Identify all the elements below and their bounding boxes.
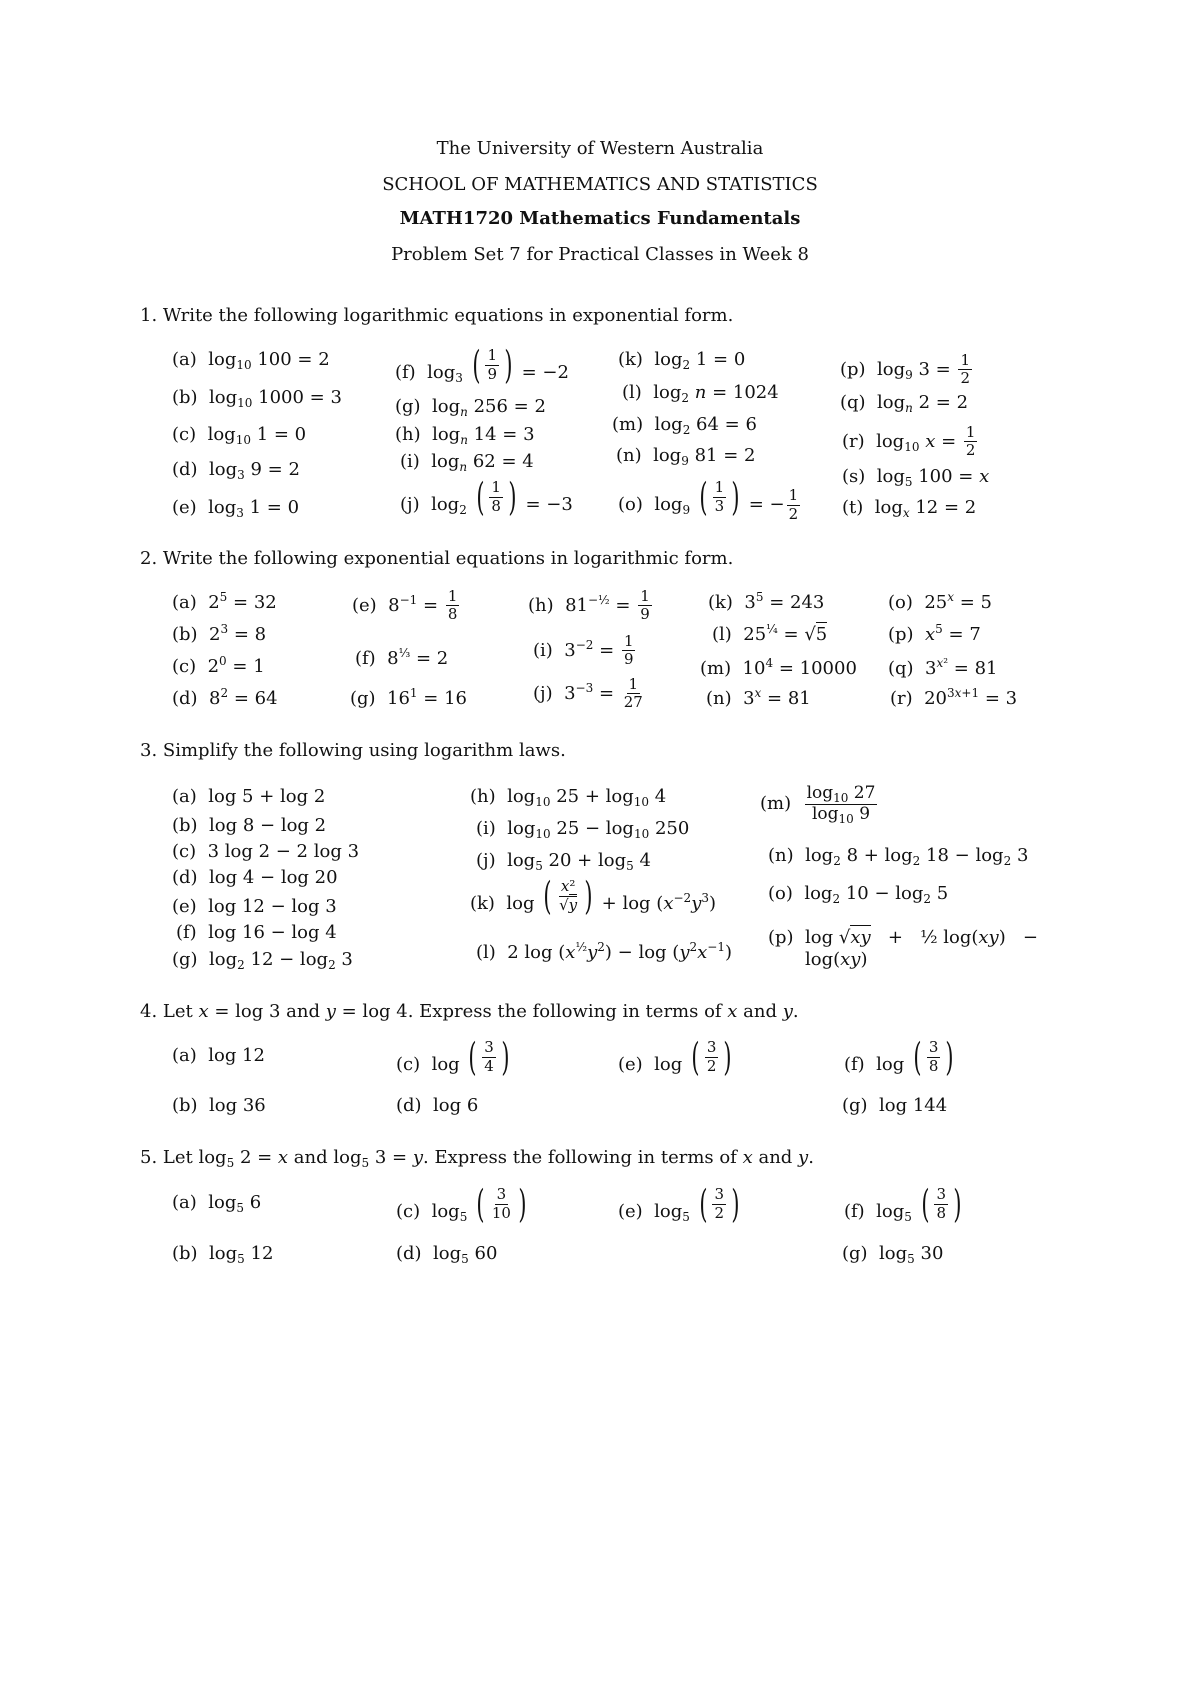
q2-item-m: (m) $10^4 = 10000$ <box>700 656 857 679</box>
q3-item-m: (m) $\frac{\log_{10} 27}{\log_{10} 9}$ <box>760 783 876 826</box>
question-2-prompt: 2. Write the following exponential equations in logarithmic form. <box>140 548 734 569</box>
q1-item-e: (e) $\log_3 1 = 0$ <box>172 497 300 520</box>
q3-item-a: (a) log 5 + log 2 <box>172 786 326 807</box>
q3-item-c: (c) 3 log 2 − 2 log 3 <box>172 841 360 862</box>
q4-item-e: (e) log ( $\frac{3}{2}$ ) <box>618 1035 732 1079</box>
university-name: The University of Western Australia <box>436 138 764 159</box>
q2-item-c: (c) $2^0 = 1$ <box>172 654 265 677</box>
q4-item-g: (g) log 144 <box>842 1095 948 1116</box>
q1-item-a: (a) $\log_{10} 100 = 2$ <box>172 349 330 372</box>
problem-set-subtitle: Problem Set 7 for Practical Classes in Week 8 <box>391 244 809 265</box>
q2-item-b: (b) $2^3 = 8$ <box>172 622 267 645</box>
q2-item-q: (q) $3^{x^2} = 81$ <box>888 656 998 679</box>
q3-item-k: (k) log ( $\frac{\text{x²}}{√y}$ ) + $\log (x^{-2}y^3)$ <box>470 874 717 918</box>
q4-item-b: (b) log 36 <box>172 1095 266 1116</box>
q3-item-d: (d) log 4 − log 20 <box>172 867 338 888</box>
q3-item-i: (i) $\log_{10} 25 - \log_{10} 250$ <box>476 818 690 841</box>
q4-item-d: (d) log 6 <box>396 1095 479 1116</box>
q1-item-t: (t) $\log_x 12 = 2$ <box>842 497 977 520</box>
q1-item-o: (o) $\log_9$ ( $\frac{1}{3}$ ) = − $\frac{1}{2}$ <box>618 475 799 523</box>
q1-item-f: (f) $\log_3$ ( $\frac{1}{9}$ ) = −2 <box>395 343 569 387</box>
q3-item-n: (n) $\log_2 8 + \log_2 18 - \log_2 3$ <box>768 845 1029 868</box>
q1-item-n: (n) $\log_9 81 = 2$ <box>616 445 756 468</box>
q3-item-b: (b) log 8 − log 2 <box>172 815 327 836</box>
q1-item-g: (g) $\log_n 256 = 2$ <box>395 396 546 419</box>
q3-item-p: (p) log √xy + ½ log(xy) − <box>768 927 1038 948</box>
question-1-prompt: 1. Write the following logarithmic equations in exponential form. <box>140 305 734 326</box>
q3-item-j: (j) $\log_5 20 + \log_5 4$ <box>476 850 651 873</box>
q2-item-d: (d) $8^2 = 64$ <box>172 686 278 709</box>
q3-item-e: (e) log 12 − log 3 <box>172 896 337 917</box>
q5-item-e: (e) $\log_5$ ( $\frac{3}{2}$ ) <box>618 1182 740 1226</box>
question-3-prompt: 3. Simplify the following using logarithm laws. <box>140 740 566 761</box>
q1-item-s: (s) $\log_5 100 = x$ <box>842 466 990 489</box>
question-5-prompt: 5. Let $\log_5 2 = x$ and $\log_5 3 = y$. Express the following in terms of x and y. <box>140 1147 814 1170</box>
q3-item-f: (f) log 16 − log 4 <box>176 922 337 943</box>
q1-item-l: (l) $\log_2 n = 1024$ <box>622 382 779 405</box>
q1-item-j: (j) $\log_2$ ( $\frac{1}{8}$ ) = −3 <box>400 475 573 519</box>
school-name: SCHOOL OF MATHEMATICS AND STATISTICS <box>382 174 818 195</box>
q2-item-g: (g) $16^1 = 16$ <box>350 686 467 709</box>
q1-item-r: (r) $\log_{10} x$ = $\frac{1}{2}$ <box>842 423 976 460</box>
q5-item-a: (a) $\log_5 6$ <box>172 1192 262 1215</box>
q3-item-h: (h) $\log_{10} 25 + \log_{10} 4$ <box>470 786 667 809</box>
q2-item-j: (j) $3^{-3}$ = $\frac{1}{27}$ <box>533 675 643 712</box>
q2-item-l: (l) $25^{\frac{1}{4}} = √5$ <box>712 622 828 645</box>
q3-item-l: (l) 2 $\log (x^{\frac{1}{2}}y^2) - \log (y^2x^{-1})$ <box>476 940 733 963</box>
q5-item-g: (g) $\log_5 30$ <box>842 1243 944 1266</box>
q3-item-p-cont: log(xy) <box>805 949 868 970</box>
q1-item-c: (c) $\log_{10} 1 = 0$ <box>172 424 307 447</box>
q2-item-i: (i) $3^{-2}$ = $\frac{1}{9}$ <box>533 632 634 669</box>
q5-item-c: (c) $\log_5$ ( $\frac{3}{10}$ ) <box>396 1182 527 1226</box>
q2-item-a: (a) $2^5 = 32$ <box>172 590 277 613</box>
course-title: MATH1720 Mathematics Fundamentals <box>399 208 801 229</box>
q2-item-e: (e) $8^{-1}$ = $\frac{1}{8}$ <box>352 587 458 624</box>
q1-item-q: (q) $\log_n 2 = 2$ <box>840 392 969 415</box>
q5-item-b: (b) $\log_5 12$ <box>172 1243 274 1266</box>
q2-item-k: (k) $3^5 = 243$ <box>708 590 825 613</box>
question-4-prompt: 4. Let x = log 3 and y = log 4. Express the following in terms of x and y. <box>140 1001 799 1022</box>
q2-item-p: (p) $x^5 = 7$ <box>888 622 981 645</box>
q3-item-g: (g) $\log_2 12 - \log_2 3$ <box>172 949 353 972</box>
q4-item-c: (c) log ( $\frac{3}{4}$ ) <box>396 1035 510 1079</box>
q1-item-k: (k) $\log_2 1 = 0$ <box>618 349 746 372</box>
q1-item-d: (d) $\log_3 9 = 2$ <box>172 459 300 482</box>
q2-item-n: (n) $3^x = 81$ <box>706 686 811 709</box>
q1-item-i: (i) $\log_n 62 = 4$ <box>400 451 534 474</box>
q1-item-b: (b) $\log_{10} 1000 = 3$ <box>172 387 342 410</box>
q1-item-h: (h) $\log_n 14 = 3$ <box>395 424 535 447</box>
q4-item-f: (f) log ( $\frac{3}{8}$ ) <box>844 1035 954 1079</box>
q1-item-p: (p) $\log_9 3$ = $\frac{1}{2}$ <box>840 351 971 388</box>
q1-item-m: (m) $\log_2 64 = 6$ <box>612 414 757 437</box>
q3-item-o: (o) $\log_2 10 - \log_2 5$ <box>768 883 949 906</box>
q5-item-f: (f) $\log_5$ ( $\frac{3}{8}$ ) <box>844 1182 962 1226</box>
q5-item-d: (d) $\log_5 60$ <box>396 1243 498 1266</box>
q2-item-h: (h) $81^{-\frac{1}{2}}$ = $\frac{1}{9}$ <box>528 587 650 624</box>
q2-item-f: (f) $8^{\frac{1}{3}} = 2$ <box>355 646 449 669</box>
q2-item-r: (r) $20^{3x+1} = 3$ <box>890 686 1018 709</box>
q4-item-a: (a) log 12 <box>172 1045 265 1066</box>
q2-item-o: (o) $25^x = 5$ <box>888 590 992 613</box>
